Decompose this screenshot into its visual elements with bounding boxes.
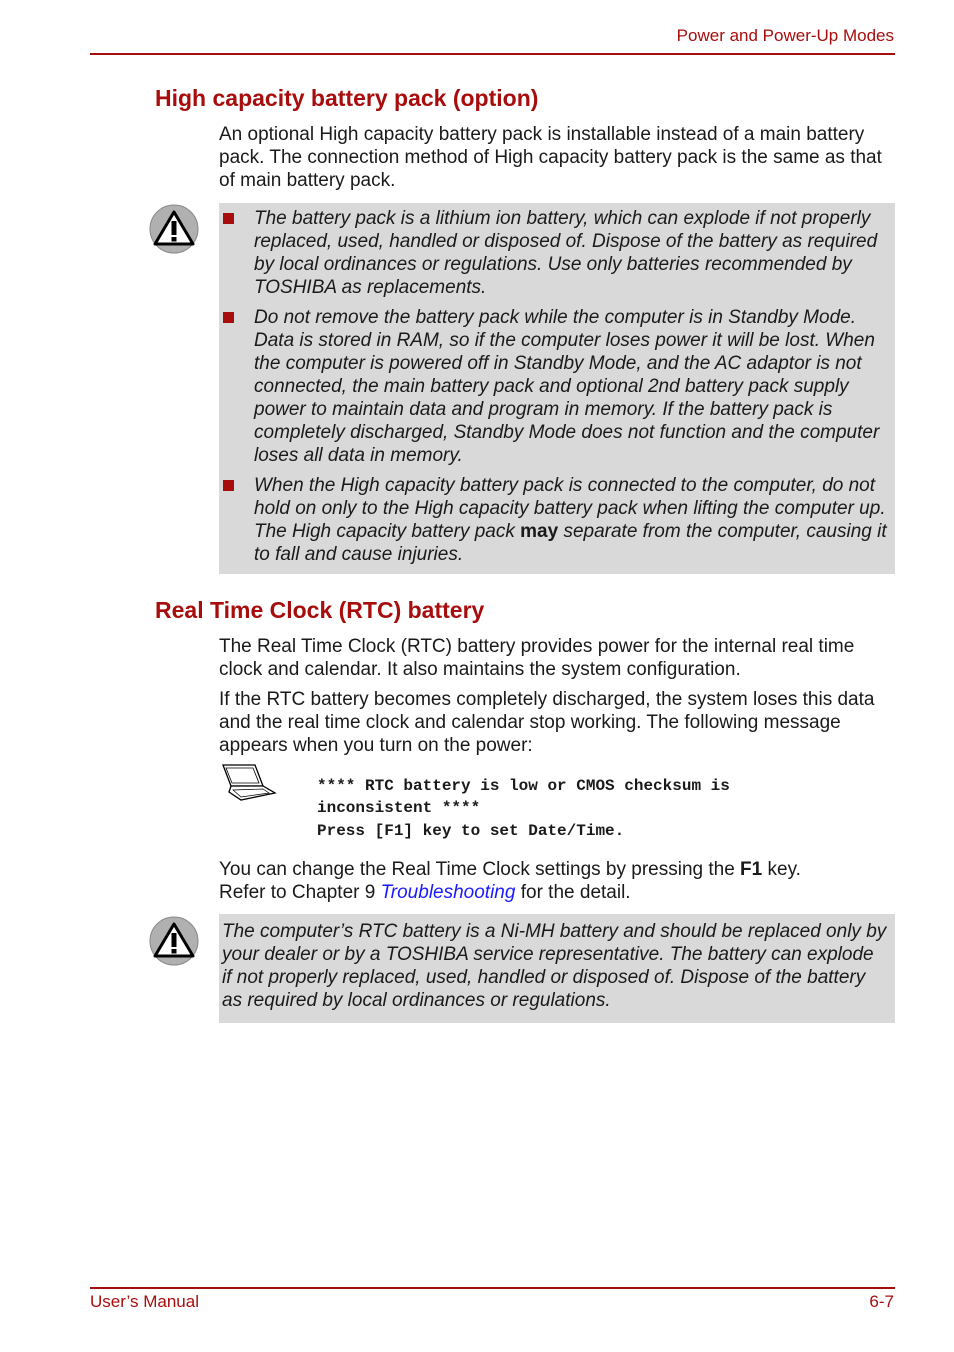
header-rule xyxy=(90,53,895,55)
rtc-warning-box xyxy=(219,914,895,1023)
bullet-square-icon xyxy=(223,213,234,224)
laptop-icon xyxy=(219,762,277,802)
page-number: 6-7 xyxy=(869,1292,894,1311)
warning-item: When the High capacity battery pack is connected to the computer, do not hold on only to the High capacity battery pack when lifting the computer up. The High capacity battery pack may separate from the computer, causing it to fall and cause injuries. xyxy=(219,474,889,566)
emphasis-may: may xyxy=(520,521,559,542)
bullet-square-icon xyxy=(223,312,234,323)
footer-manual-title: User’s Manual xyxy=(90,1292,199,1311)
warning-icon xyxy=(148,915,200,967)
warning-item: The battery pack is a lithium ion battery, which can explode if not properly replaced, used, handled or disposed of. Dispose of the battery as required by local ordinances or regulations. Use only batteries recommended by TOSHIBA as replacements. xyxy=(219,207,889,299)
high-capacity-paragraph: An optional High capacity battery pack is installable instead of a main battery pack. The connection method of High capacity battery pack is the same as that of main battery pack. xyxy=(219,124,882,191)
rtc-paragraph-2: If the RTC battery becomes completely discharged, the system loses this data and the real time clock and calendar stop working. The following message appears when you turn on the power: xyxy=(219,689,875,756)
footer-rule xyxy=(90,1287,895,1289)
rtc-paragraph-3: You can change the Real Time Clock settings by pressing the F1 key. Refer to Chapter 9 Troubleshooting for the detail. xyxy=(219,859,801,903)
bullet-square-icon xyxy=(223,480,234,491)
section-heading-rtc: Real Time Clock (RTC) battery xyxy=(155,597,485,623)
troubleshooting-link[interactable]: Troubleshooting xyxy=(380,882,516,903)
rtc-message-line-3: Press [F1] key to set Date/Time. xyxy=(317,822,625,840)
key-f1: F1 xyxy=(740,859,763,880)
rtc-message-line-1: **** RTC battery is low or CMOS checksum is xyxy=(317,777,730,795)
running-header: Power and Power-Up Modes xyxy=(676,26,894,45)
rtc-message-line-2: inconsistent **** xyxy=(317,799,481,817)
warning-item: Do not remove the battery pack while the computer is in Standby Mode. Data is stored in RAM, so if the computer loses power it will be lost. When the computer is powered off in Standby Mode, and the AC adaptor is not connected, the main battery pack and optional 2nd battery pack supply power to maintain data and program in memory. If the battery pack is completely discharged, Standby Mode does not function and the computer loses all data in memory. xyxy=(219,306,889,467)
rtc-warning-text: The computer’s RTC battery is a Ni-MH battery and should be replaced only by your dealer or by a TOSHIBA service representative. The battery can explode if not properly replaced, used, handled or disposed of. Dispose of the battery as required by local ordinances or regulations. xyxy=(222,921,887,1011)
rtc-paragraph-1: The Real Time Clock (RTC) battery provides power for the internal real time clock and calendar. It also maintains the system configuration. xyxy=(219,636,855,680)
warning-box xyxy=(219,203,895,574)
section-heading-high-capacity: High capacity battery pack (option) xyxy=(155,85,539,111)
warning-icon xyxy=(148,203,200,255)
